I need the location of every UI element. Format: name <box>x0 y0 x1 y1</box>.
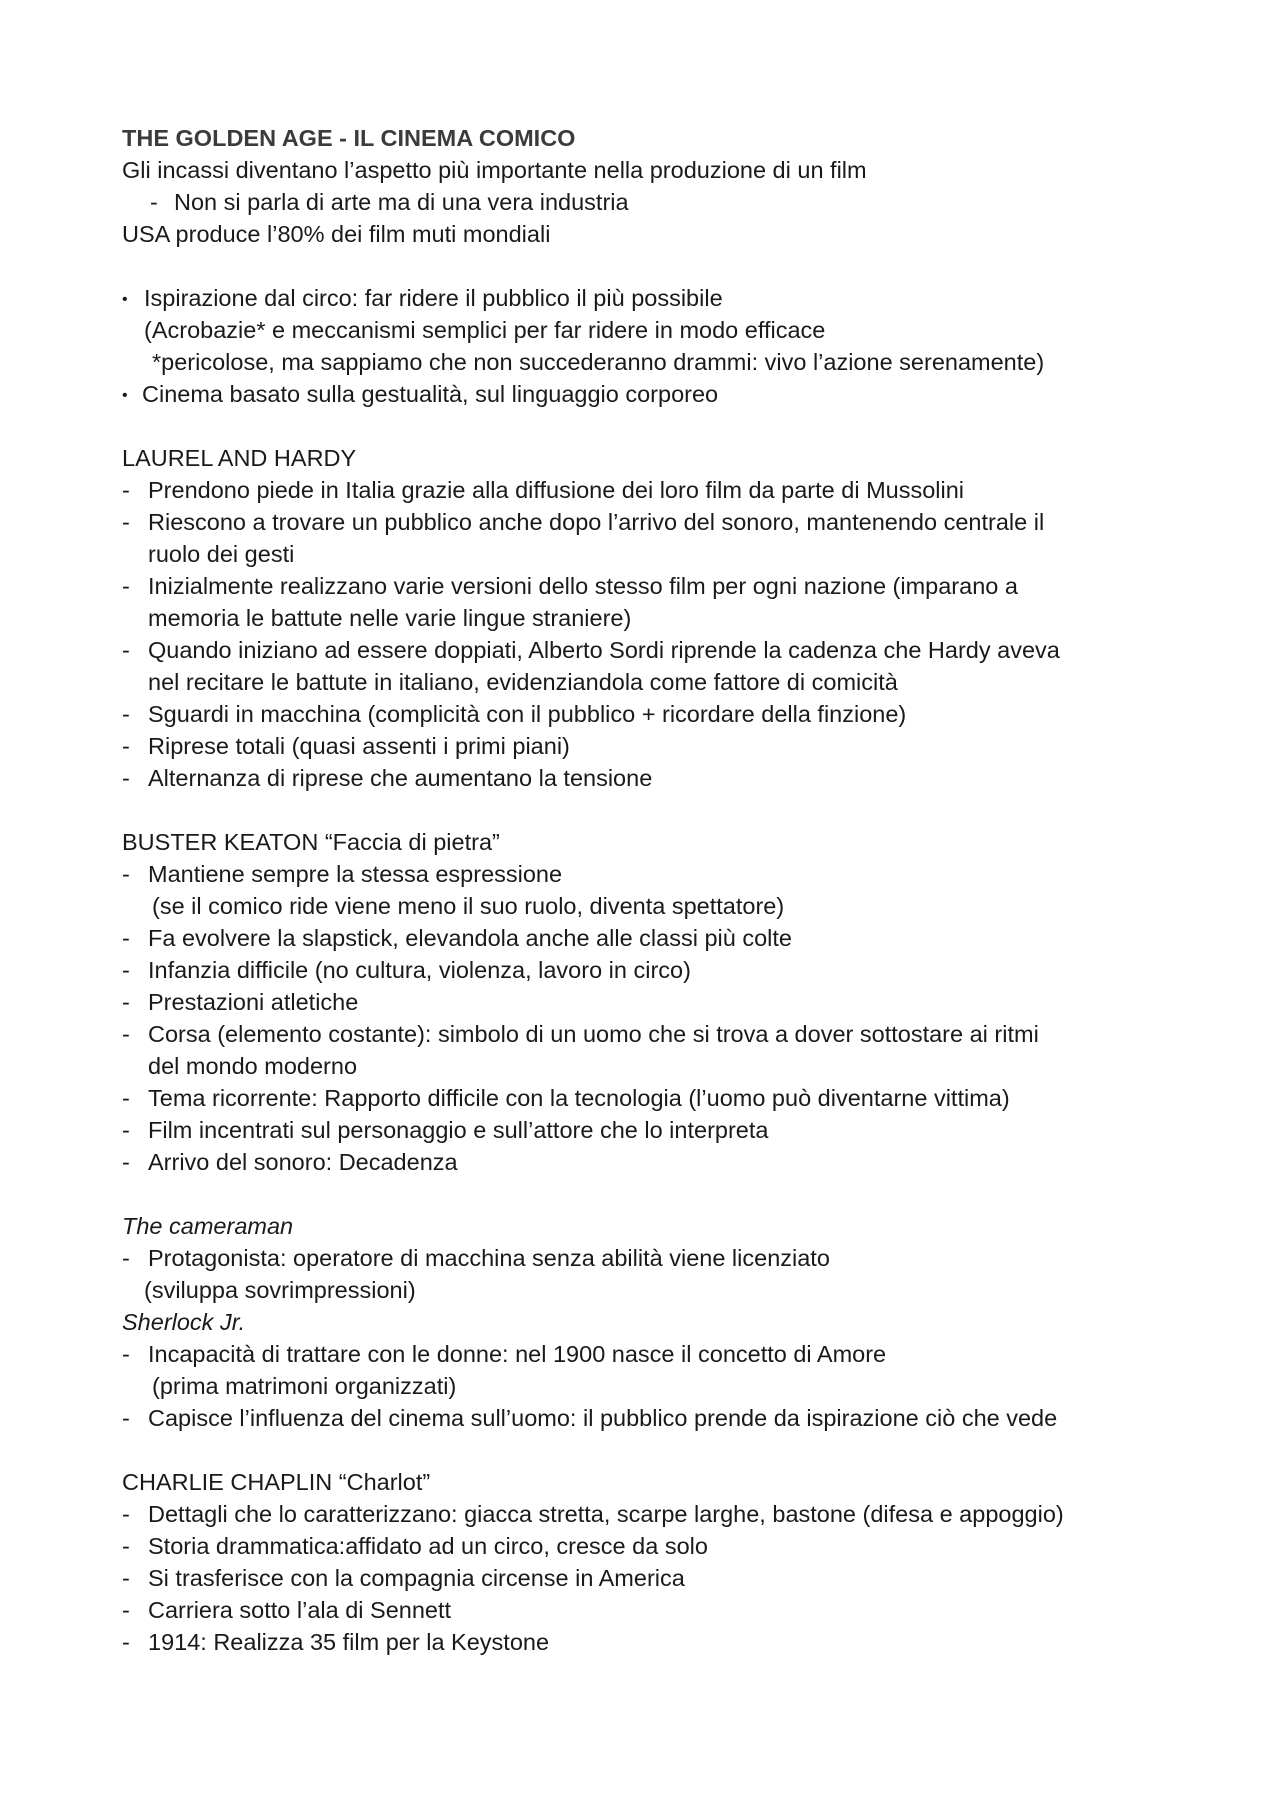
list-item <box>122 1402 1057 1434</box>
list-item <box>122 1562 685 1594</box>
list-item-text: Prendono piede in Italia grazie alla diffusione dei loro film da parte di Mussolini <box>148 477 965 503</box>
bullet-text: Cinema basato sulla gestualità, sul linguaggio corporeo <box>142 381 719 407</box>
list-item-text: Carriera sotto l’ala di Sennett <box>148 1597 452 1623</box>
list-item <box>122 986 358 1018</box>
list-item <box>122 1114 768 1146</box>
list-item-continuation: (sviluppa sovrimpressioni) <box>144 1277 416 1303</box>
list-item-text: Non si parla di arte ma di una vera industria <box>174 189 629 215</box>
list-item-continuation: (prima matrimoni organizzati) <box>152 1373 457 1399</box>
dash-marker: - <box>122 1021 130 1047</box>
dash-marker: - <box>122 1085 130 1111</box>
dash-marker: - <box>122 509 130 535</box>
list-item-text: Quando iniziano ad essere doppiati, Alberto Sordi riprende la cadenza che Hardy aveva <box>148 637 1060 663</box>
film-heading: Sherlock Jr. <box>122 1309 246 1335</box>
dash-marker: - <box>122 1405 130 1431</box>
bullet-item <box>122 282 723 314</box>
list-item <box>122 634 1060 666</box>
list-item-continuation: memoria le battute nelle varie lingue straniere) <box>148 605 632 631</box>
list-item-continuation: ruolo dei gesti <box>148 541 295 567</box>
list-item <box>122 474 964 506</box>
list-item-text: Si trasferisce con la compagnia circense in America <box>148 1565 685 1591</box>
bullet-continuation: *pericolose, ma sappiamo che non succederanno drammi: vivo l’azione serenamente) <box>152 349 1045 375</box>
list-item-text: Fa evolvere la slapstick, elevandola anche alle classi più colte <box>148 925 792 951</box>
list-item-text: Incapacità di trattare con le donne: nel 1900 nasce il concetto di Amore <box>148 1341 887 1367</box>
list-item-text: Film incentrati sul personaggio e sull’attore che lo interpreta <box>148 1117 769 1143</box>
list-item <box>122 1242 830 1274</box>
dash-marker: - <box>122 1117 130 1143</box>
list-item <box>122 506 1044 538</box>
list-item-text: 1914: Realizza 35 film per la Keystone <box>148 1629 550 1655</box>
list-item <box>122 1594 451 1626</box>
list-item <box>122 186 629 218</box>
dash-marker: - <box>122 989 130 1015</box>
list-item-text: Infanzia difficile (no cultura, violenza, lavoro in circo) <box>148 957 691 983</box>
list-item-continuation: del mondo moderno <box>148 1053 358 1079</box>
dash-marker: - <box>122 1629 130 1655</box>
bullet-item <box>122 378 718 410</box>
list-item <box>122 570 1018 602</box>
dash-marker: - <box>122 925 130 951</box>
list-item <box>122 1530 708 1562</box>
dash-marker: - <box>122 637 130 663</box>
list-item-text: Corsa (elemento costante): simbolo di un uomo che si trova a dover sottostare ai ritmi <box>148 1021 1039 1047</box>
list-item-continuation: (se il comico ride viene meno il suo ruolo, diventa spettatore) <box>152 893 785 919</box>
dash-marker: - <box>150 189 158 215</box>
list-item <box>122 762 652 794</box>
list-item-text: Sguardi in macchina (complicità con il pubblico + ricordare della finzione) <box>148 701 907 727</box>
bullet-marker: • <box>122 387 128 404</box>
dash-marker: - <box>122 1149 130 1175</box>
list-item-text: Protagonista: operatore di macchina senza abilità viene licenziato <box>148 1245 830 1271</box>
film-heading: The cameraman <box>122 1213 294 1239</box>
page-title: THE GOLDEN AGE - IL CINEMA COMICO <box>122 125 576 151</box>
intro-line: Gli incassi diventano l’aspetto più importante nella produzione di un film <box>122 157 867 183</box>
list-item-text: Capisce l’influenza del cinema sull’uomo: il pubblico prende da ispirazione ciò che vede <box>148 1405 1058 1431</box>
list-item-text: Riprese totali (quasi assenti i primi piani) <box>148 733 570 759</box>
list-item <box>122 1082 1010 1114</box>
list-item <box>122 922 792 954</box>
list-item-text: Mantiene sempre la stessa espressione <box>148 861 563 887</box>
bullet-text: Ispirazione dal circo: far ridere il pubblico il più possibile <box>144 285 723 311</box>
list-item-text: Prestazioni atletiche <box>148 989 359 1015</box>
dash-marker: - <box>122 573 130 599</box>
list-item-continuation: nel recitare le battute in italiano, evidenziandola come fattore di comicità <box>148 669 898 695</box>
dash-marker: - <box>122 1533 130 1559</box>
bullet-marker: • <box>122 291 128 308</box>
dash-marker: - <box>122 701 130 727</box>
list-item-text: Dettagli che lo caratterizzano: giacca stretta, scarpe larghe, bastone (difesa e appoggio) <box>148 1501 1064 1527</box>
list-item <box>122 858 562 890</box>
dash-marker: - <box>122 957 130 983</box>
dash-marker: - <box>122 477 130 503</box>
dash-marker: - <box>122 1565 130 1591</box>
list-item <box>122 954 691 986</box>
list-item <box>122 1626 549 1658</box>
dash-marker: - <box>122 1245 130 1271</box>
list-item-text: Tema ricorrente: Rapporto difficile con la tecnologia (l’uomo può diventarne vittima) <box>148 1085 1010 1111</box>
list-item-text: Storia drammatica:affidato ad un circo, cresce da solo <box>148 1533 708 1559</box>
list-item <box>122 1018 1039 1050</box>
section-heading: CHARLIE CHAPLIN “Charlot” <box>122 1469 431 1495</box>
intro-line: USA produce l’80% dei film muti mondiali <box>122 221 551 247</box>
list-item <box>122 1146 458 1178</box>
list-item <box>122 1338 886 1370</box>
dash-marker: - <box>122 733 130 759</box>
list-item <box>122 1498 1064 1530</box>
dash-marker: - <box>122 1501 130 1527</box>
dash-marker: - <box>122 1341 130 1367</box>
dash-marker: - <box>122 861 130 887</box>
section-heading: LAUREL AND HARDY <box>122 445 357 471</box>
list-item <box>122 730 570 762</box>
section-heading: BUSTER KEATON “Faccia di pietra” <box>122 829 500 855</box>
list-item-text: Alternanza di riprese che aumentano la tensione <box>148 765 653 791</box>
bullet-continuation: (Acrobazie* e meccanismi semplici per far ridere in modo efficace <box>144 317 826 343</box>
dash-marker: - <box>122 1597 130 1623</box>
list-item <box>122 698 906 730</box>
list-item-text: Arrivo del sonoro: Decadenza <box>148 1149 458 1175</box>
list-item-text: Riescono a trovare un pubblico anche dopo l’arrivo del sonoro, mantenendo centrale il <box>148 509 1045 535</box>
list-item-text: Inizialmente realizzano varie versioni dello stesso film per ogni nazione (imparano a <box>148 573 1018 599</box>
dash-marker: - <box>122 765 130 791</box>
